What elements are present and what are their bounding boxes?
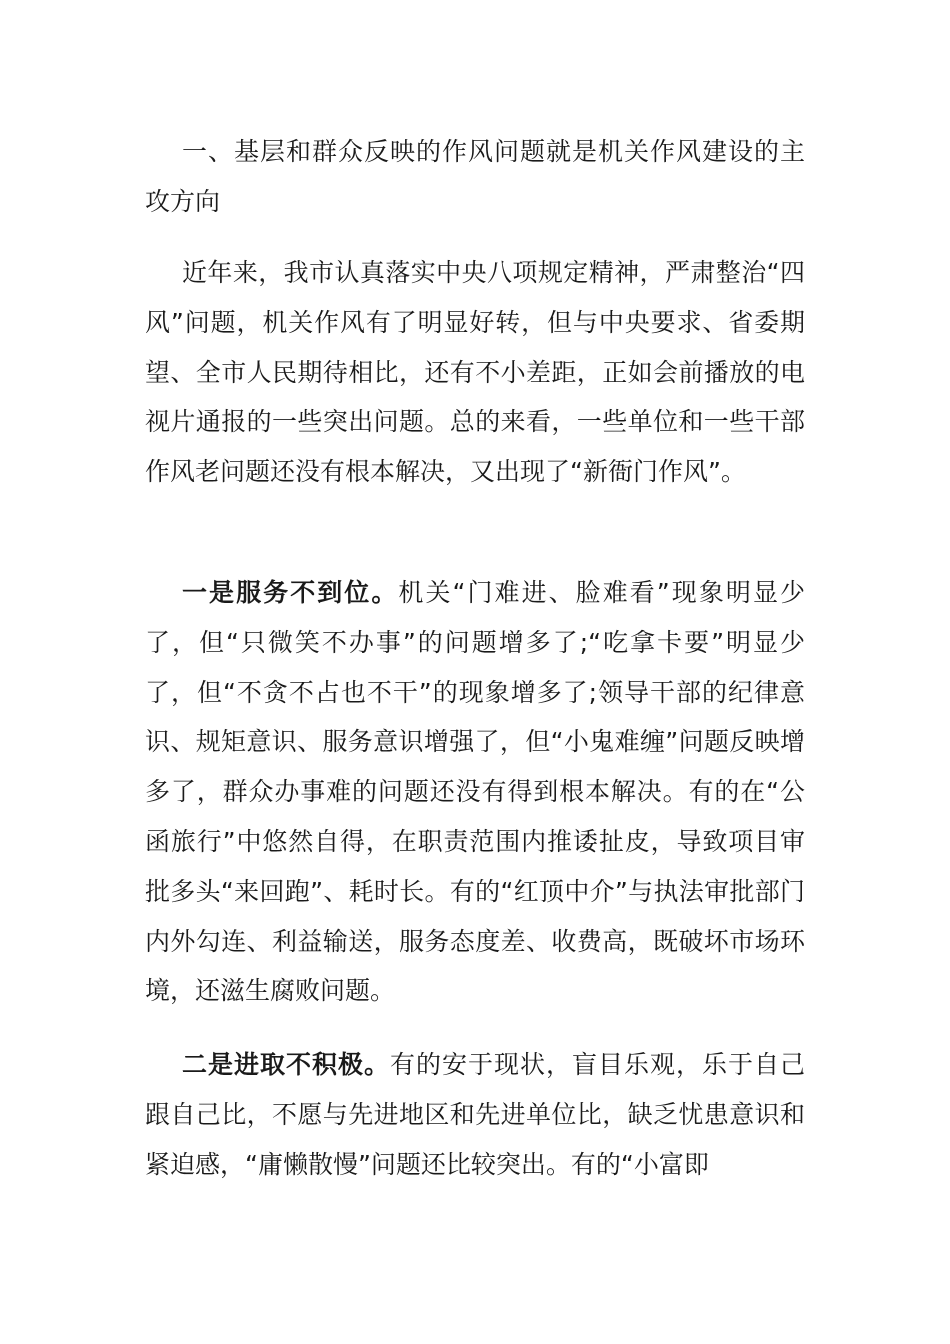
paragraph-initiative	[145, 1040, 805, 1189]
paragraph-overview	[145, 248, 805, 497]
paragraph-lead: 二是进取不积极。	[182, 1050, 390, 1079]
paragraph-text: 有的安于现状，盲目乐观，乐于自己跟自己比，不愿与先进地区和先进单位比，缺乏忧患意识和紧迫感，“庸懒散慢”问题还比较突出。有的“小富即	[145, 1050, 805, 1179]
paragraph-service	[145, 568, 805, 1016]
paragraph-lead: 一是服务不到位。	[182, 578, 399, 607]
paragraph-text: 机关“门难进、脸难看”现象明显少了，但“只微笑不办事”的问题增多了;“吃拿卡要”明显少了，但“不贪不占也不干”的现象增多了;领导干部的纪律意识、规矩意识、服务意识增强了，但“小鬼难缠”问题反映增多了，群众办事难的问题还没有得到根本解决。有的在“公函旅行”中悠然自得，在职责范围内推诿扯皮，导致项目审批多头“来回跑”、耗时长。有的“红顶中介”与执法审批部门内外勾连、利益输送，服务态度差、收费高，既破坏市场环境，还滋生腐败问题。	[145, 578, 805, 1006]
paragraph-text: 近年来，我市认真落实中央八项规定精神，严肃整治“四风”问题，机关作风有了明显好转，但与中央要求、省委期望、全市人民期待相比，还有不小差距，正如会前播放的电视片通报的一些突出问题。总的来看，一些单位和一些干部作风老问题还没有根本解决，又出现了“新衙门作风”。	[145, 258, 805, 487]
section-heading: 一、基层和群众反映的作风问题就是机关作风建设的主攻方向	[145, 137, 805, 216]
